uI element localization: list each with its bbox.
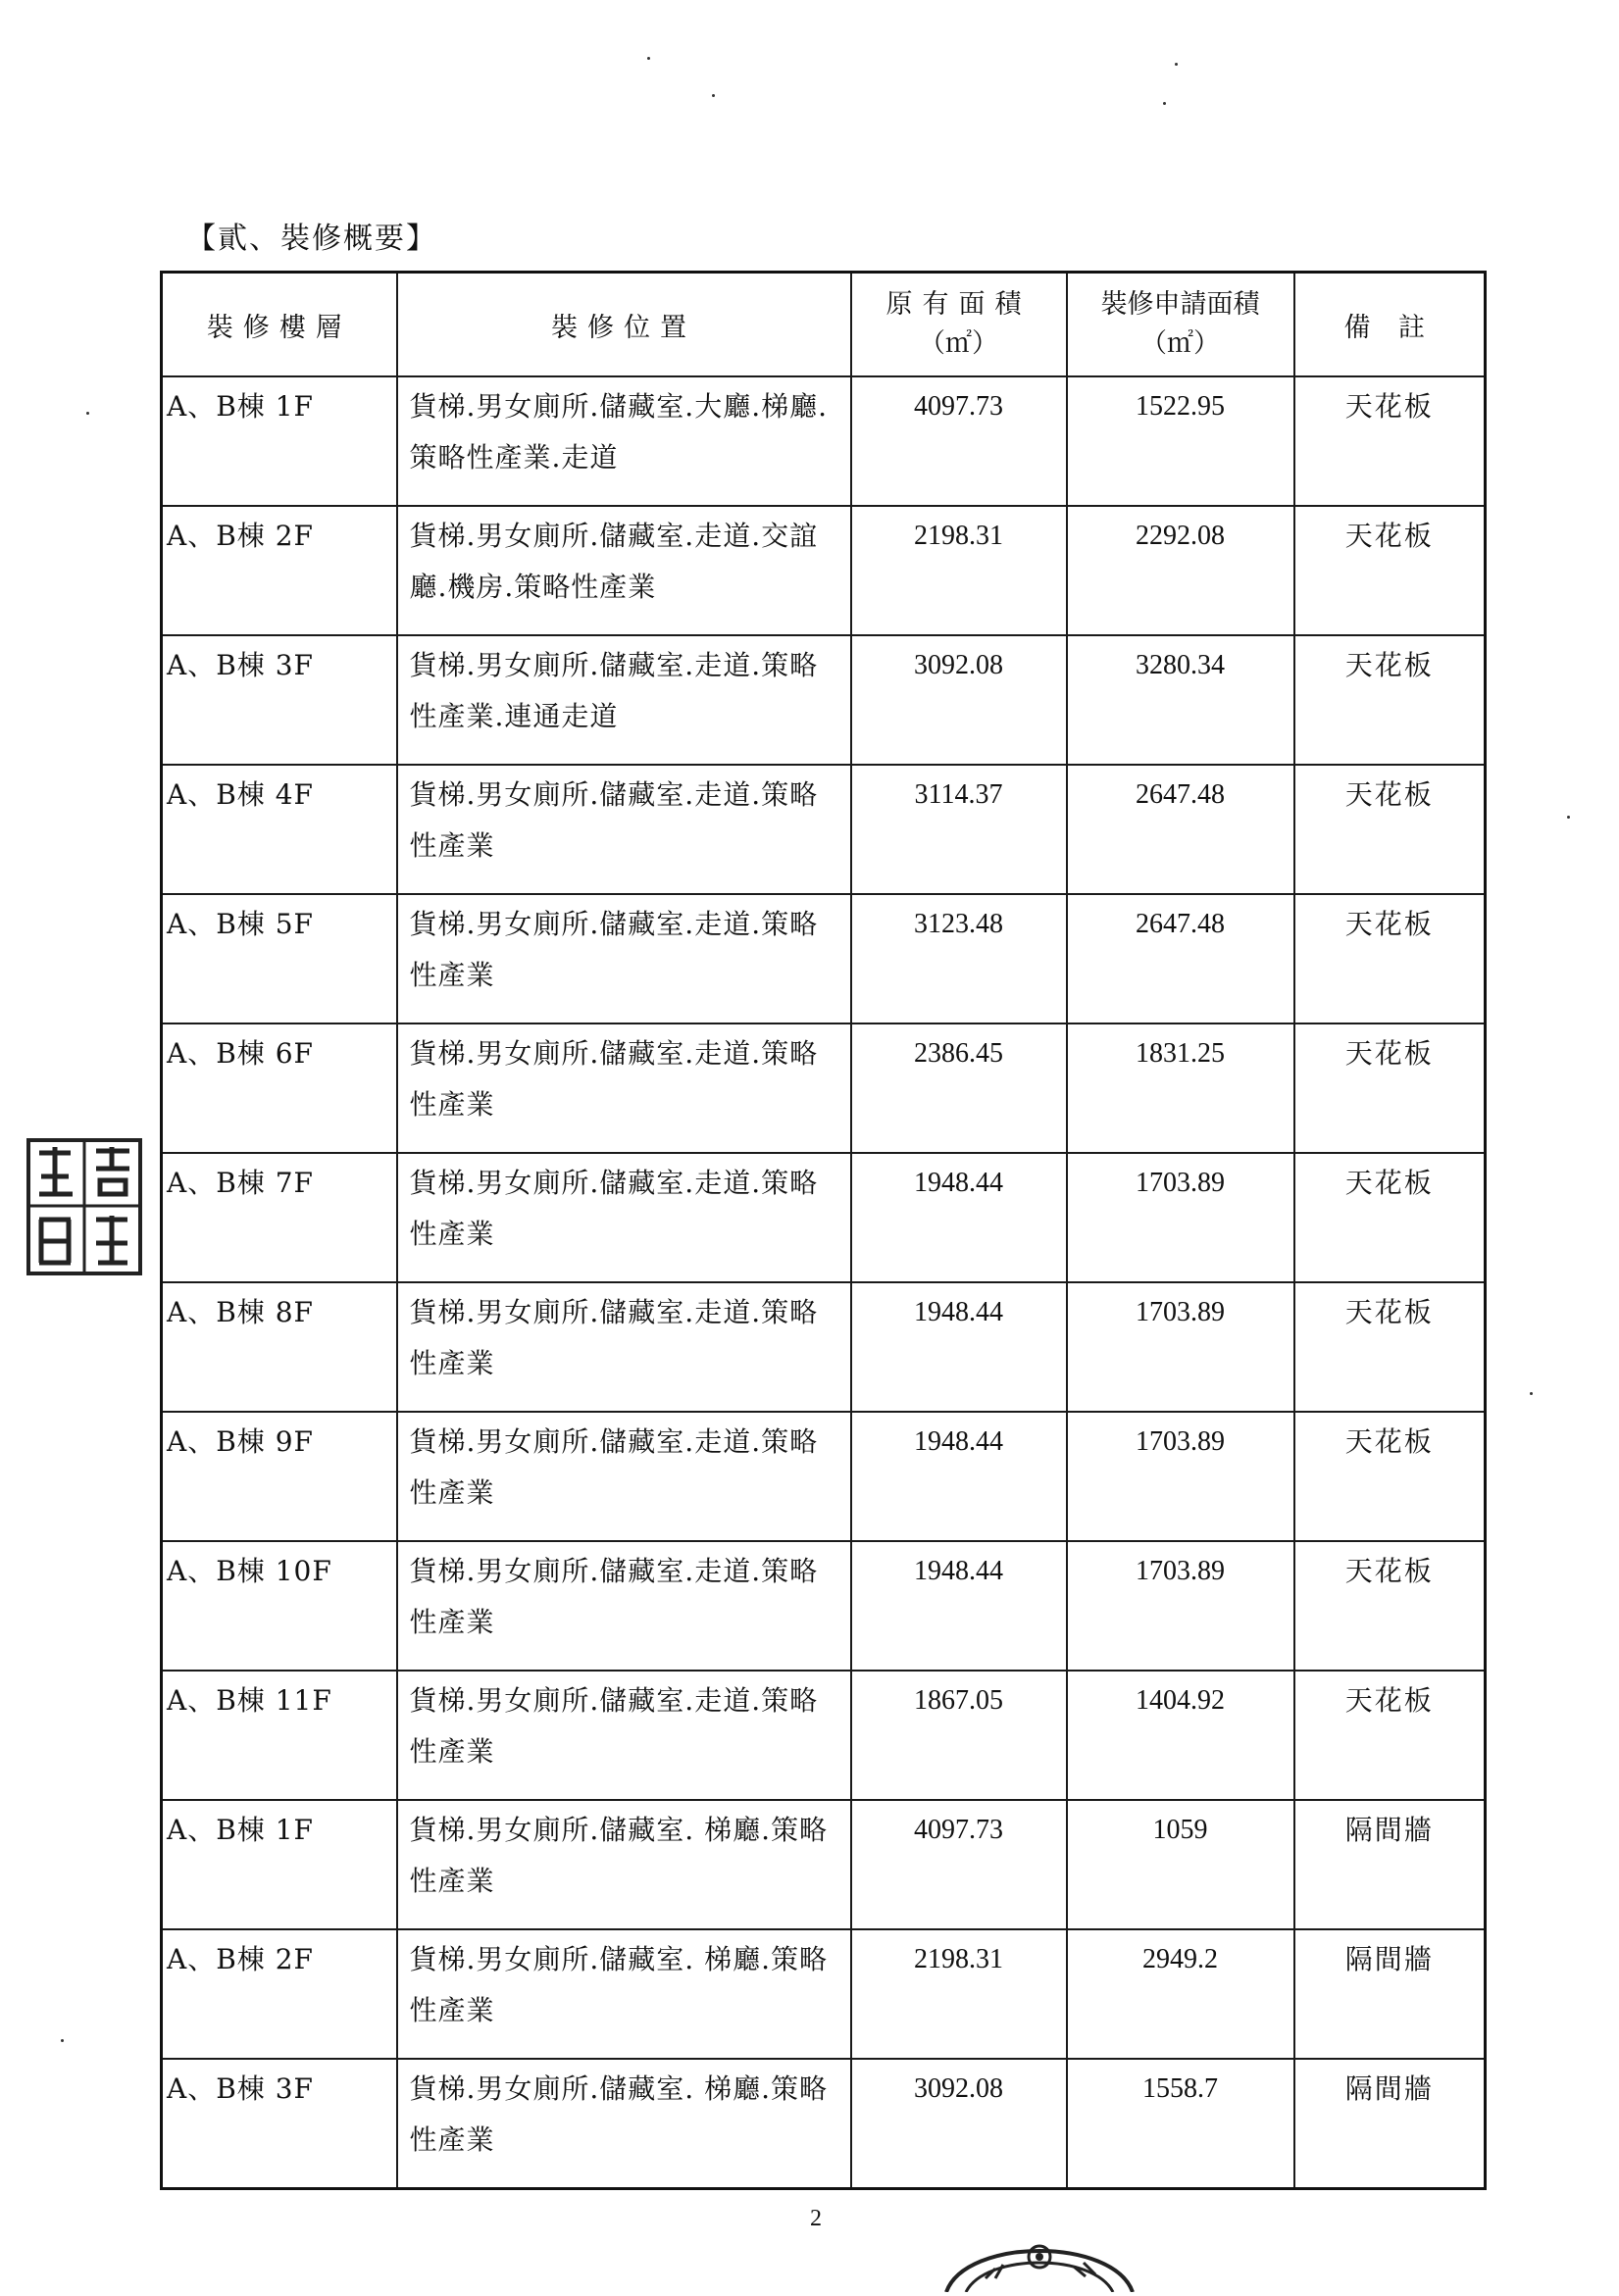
floor-cell: A、B棟 3F — [162, 2059, 397, 2189]
original-area-cell: 1948.44 — [851, 1541, 1067, 1671]
location-cell: 貨梯.男女廁所.儲藏室.走道.策略性產業 — [397, 1541, 851, 1671]
original-area-cell: 4097.73 — [851, 1800, 1067, 1929]
original-area-cell: 3092.08 — [851, 2059, 1067, 2189]
section-title: 【貳、裝修概要】 — [186, 222, 437, 256]
applied-area-cell: 1558.7 — [1067, 2059, 1294, 2189]
remarks-cell: 隔間牆 — [1294, 2059, 1486, 2189]
original-area-cell: 2198.31 — [851, 1929, 1067, 2059]
floor-cell: A、B棟 11F — [162, 1671, 397, 1800]
bottom-seal-stamp — [927, 2218, 1152, 2292]
scan-speck — [86, 412, 89, 415]
applied-area-cell: 1404.92 — [1067, 1671, 1294, 1800]
location-cell: 貨梯.男女廁所.儲藏室.走道.交誼廳.機房.策略性產業 — [397, 506, 851, 635]
table-row — [162, 1282, 1486, 1412]
table-header-row — [162, 273, 1486, 377]
table-row — [162, 1929, 1486, 2059]
location-cell: 貨梯.男女廁所.儲藏室.大廳.梯廳.策略性產業.走道 — [397, 376, 851, 506]
floor-cell: A、B棟 8F — [162, 1282, 397, 1412]
remarks-cell: 天花板 — [1294, 765, 1486, 894]
table-row — [162, 1412, 1486, 1541]
location-cell: 貨梯.男女廁所.儲藏室.走道.策略性產業 — [397, 894, 851, 1023]
applied-area-cell: 1703.89 — [1067, 1541, 1294, 1671]
scan-speck — [712, 94, 715, 97]
remarks-cell: 天花板 — [1294, 1671, 1486, 1800]
original-area-cell: 2386.45 — [851, 1023, 1067, 1153]
renovation-summary-table — [160, 271, 1487, 2190]
location-cell: 貨梯.男女廁所.儲藏室. 梯廳.策略性產業 — [397, 1800, 851, 1929]
floor-cell: A、B棟 4F — [162, 765, 397, 894]
scan-speck — [1567, 816, 1570, 819]
floor-cell: A、B棟 2F — [162, 506, 397, 635]
applied-area-cell: 1703.89 — [1067, 1412, 1294, 1541]
floor-cell: A、B棟 1F — [162, 376, 397, 506]
applied-area-cell: 2647.48 — [1067, 765, 1294, 894]
original-area-cell: 2198.31 — [851, 506, 1067, 635]
remarks-cell: 天花板 — [1294, 1412, 1486, 1541]
table-row — [162, 635, 1486, 765]
remarks-cell: 天花板 — [1294, 1541, 1486, 1671]
location-cell: 貨梯.男女廁所.儲藏室.走道.策略性產業 — [397, 1412, 851, 1541]
original-area-cell: 1867.05 — [851, 1671, 1067, 1800]
remarks-cell: 天花板 — [1294, 1153, 1486, 1282]
table-row — [162, 2059, 1486, 2189]
original-area-cell: 3123.48 — [851, 894, 1067, 1023]
remarks-cell: 隔間牆 — [1294, 1800, 1486, 1929]
applied-area-cell: 1703.89 — [1067, 1153, 1294, 1282]
floor-cell: A、B棟 5F — [162, 894, 397, 1023]
floor-cell: A、B棟 1F — [162, 1800, 397, 1929]
floor-cell: A、B棟 7F — [162, 1153, 397, 1282]
location-cell: 貨梯.男女廁所.儲藏室. 梯廳.策略性產業 — [397, 2059, 851, 2189]
header-floor: 裝修樓層 — [162, 273, 397, 377]
location-cell: 貨梯.男女廁所.儲藏室.走道.策略性產業 — [397, 765, 851, 894]
applied-area-cell: 1059 — [1067, 1800, 1294, 1929]
scan-speck — [61, 2039, 64, 2042]
header-location: 裝修位置 — [397, 273, 851, 377]
remarks-cell: 天花板 — [1294, 635, 1486, 765]
floor-cell: A、B棟 10F — [162, 1541, 397, 1671]
original-area-cell: 4097.73 — [851, 376, 1067, 506]
remarks-cell: 天花板 — [1294, 1023, 1486, 1153]
scan-speck — [1530, 1392, 1533, 1395]
table-row — [162, 376, 1486, 506]
scan-speck — [1163, 102, 1166, 105]
table-row — [162, 1671, 1486, 1800]
applied-area-cell: 1703.89 — [1067, 1282, 1294, 1412]
page-number: 2 — [810, 2206, 822, 2231]
table-row — [162, 765, 1486, 894]
header-applied-area — [1067, 273, 1294, 377]
original-area-cell: 1948.44 — [851, 1412, 1067, 1541]
floor-cell: A、B棟 3F — [162, 635, 397, 765]
header-original-area-unit: （㎡） — [919, 328, 998, 359]
remarks-cell: 天花板 — [1294, 376, 1486, 506]
location-cell: 貨梯.男女廁所.儲藏室. 梯廳.策略性產業 — [397, 1929, 851, 2059]
floor-cell: A、B棟 6F — [162, 1023, 397, 1153]
table-row — [162, 1023, 1486, 1153]
applied-area-cell: 2647.48 — [1067, 894, 1294, 1023]
table-row — [162, 1541, 1486, 1671]
scan-speck — [1175, 63, 1178, 66]
left-seal-stamp — [25, 1137, 143, 1276]
header-applied-area-unit: （㎡） — [1140, 328, 1220, 359]
table-row — [162, 1800, 1486, 1929]
header-applied-area-label: 裝修申請面積 — [1100, 289, 1260, 320]
table-row — [162, 506, 1486, 635]
header-remarks: 備 註 — [1294, 273, 1486, 377]
floor-cell: A、B棟 2F — [162, 1929, 397, 2059]
table-row — [162, 894, 1486, 1023]
applied-area-cell: 3280.34 — [1067, 635, 1294, 765]
location-cell: 貨梯.男女廁所.儲藏室.走道.策略性產業.連通走道 — [397, 635, 851, 765]
remarks-cell: 隔間牆 — [1294, 1929, 1486, 2059]
header-original-area-label: 原有面積 — [885, 289, 1032, 320]
applied-area-cell: 1831.25 — [1067, 1023, 1294, 1153]
remarks-cell: 天花板 — [1294, 506, 1486, 635]
applied-area-cell: 1522.95 — [1067, 376, 1294, 506]
location-cell: 貨梯.男女廁所.儲藏室.走道.策略性產業 — [397, 1153, 851, 1282]
applied-area-cell: 2292.08 — [1067, 506, 1294, 635]
table-row — [162, 1153, 1486, 1282]
location-cell: 貨梯.男女廁所.儲藏室.走道.策略性產業 — [397, 1023, 851, 1153]
remarks-cell: 天花板 — [1294, 894, 1486, 1023]
original-area-cell: 1948.44 — [851, 1153, 1067, 1282]
original-area-cell: 3092.08 — [851, 635, 1067, 765]
location-cell: 貨梯.男女廁所.儲藏室.走道.策略性產業 — [397, 1671, 851, 1800]
location-cell: 貨梯.男女廁所.儲藏室.走道.策略性產業 — [397, 1282, 851, 1412]
applied-area-cell: 2949.2 — [1067, 1929, 1294, 2059]
original-area-cell: 1948.44 — [851, 1282, 1067, 1412]
scan-speck — [647, 57, 650, 60]
floor-cell: A、B棟 9F — [162, 1412, 397, 1541]
remarks-cell: 天花板 — [1294, 1282, 1486, 1412]
header-original-area — [851, 273, 1067, 377]
original-area-cell: 3114.37 — [851, 765, 1067, 894]
table-body — [162, 376, 1486, 2189]
